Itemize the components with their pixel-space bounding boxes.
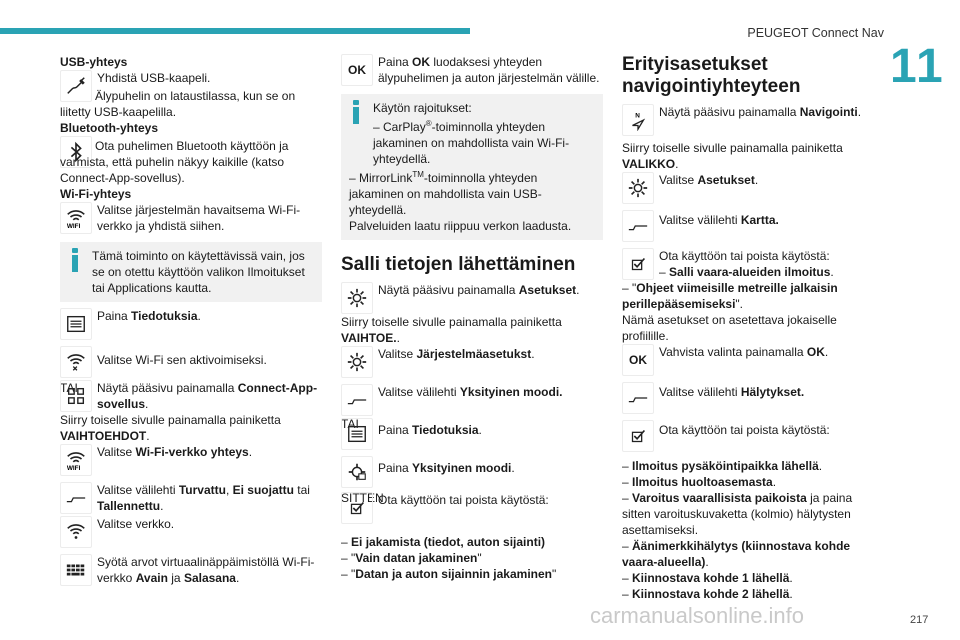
- step2-text: Valitse Wi-Fi sen aktivoimiseksi.: [97, 353, 267, 367]
- step8-text: Syötä arvot virtuaalinäppäimistöllä Wi-Fi-verkko Avain ja Salasana.: [97, 555, 315, 585]
- option-last-meters: – "Ohjeet viimeisille metreille jalkaisin perillepääsemiseksi".: [622, 281, 838, 311]
- bluetooth-title: Bluetooth-yhteys: [60, 121, 159, 135]
- t1-text: Näytä pääsivu painamalla Asetukset.: [378, 283, 580, 297]
- navigation-icon: [622, 104, 654, 136]
- step-toggle-alerts: [622, 420, 872, 452]
- alert-danger: – Varoitus vaarallisista paikoista ja paina sitten varoituskuvaketta (kolmio) hälytysten asettamiseksi.: [622, 491, 853, 537]
- u6-text: Nämä asetukset on asetettava jokaiselle profiilille.: [622, 313, 837, 343]
- u8-text: Valitse välilehti Hälytykset.: [659, 385, 805, 399]
- step3-text: Näytä pääsivu painamalla Connect-App-sovellus.: [97, 381, 318, 411]
- checkbox-icon: [341, 492, 373, 524]
- option-danger-zone: – Salli vaara-alueiden ilmoitus.: [659, 265, 834, 279]
- tab-icon: [341, 384, 373, 416]
- step5-text: Valitse Wi-Fi-verkko yhteys.: [97, 445, 253, 459]
- step-private-tab: [341, 384, 603, 416]
- usb-cable-icon: [60, 70, 92, 102]
- system-settings-icon: [341, 346, 373, 378]
- ok-step: [341, 54, 603, 86]
- step-connect-app: [60, 380, 322, 412]
- t3-text: Valitse Järjestelmäasetukst.: [378, 347, 535, 361]
- apps-grid-icon: [60, 380, 92, 412]
- u3-text: Valitse Asetukset.: [659, 173, 759, 187]
- wifi-select-icon: [60, 516, 92, 548]
- step-confirm-ok: [622, 344, 872, 376]
- wifi-text: Valitse järjestelmän havaitsema Wi-Fi-verkko ja yhdistä siihen.: [97, 203, 301, 233]
- alert-poi2: – Kiinnostava kohde 2 lähellä.: [622, 587, 793, 601]
- step7-text: Valitse verkko.: [97, 517, 175, 531]
- t5-text: Paina Tiedotuksia.: [378, 423, 482, 437]
- t2-text: Siirry toiselle sivulle painamalla painiketta VAIHTOE..: [341, 315, 562, 345]
- step-notifications-2: [341, 418, 603, 450]
- wifi-off-icon: [60, 346, 92, 378]
- column-1: [60, 54, 322, 586]
- t6-text: Paina Yksityinen moodi.: [378, 461, 515, 475]
- step-map-tab: [622, 210, 872, 242]
- svg-text:N: N: [635, 112, 640, 120]
- wifi-step: [60, 202, 322, 234]
- ok-button-icon: OK: [622, 344, 654, 376]
- u4-text: Valitse välilehti Kartta.: [659, 213, 779, 227]
- info-icon: [351, 100, 361, 124]
- checkbox-icon: [622, 420, 654, 452]
- alert-sound: – Äänimerkkihälytys (kiinnostava kohde vaara-alueella).: [622, 539, 851, 569]
- step-navigation: [622, 104, 872, 136]
- usb-step2: Älypuhelin on lataustilassa, kun se on liitetty USB-kaapelilla.: [60, 89, 296, 119]
- alert-poi1: – Kiinnostava kohde 1 lähellä.: [622, 571, 793, 585]
- step-toggle-map: [622, 248, 872, 280]
- info-icon: [70, 248, 80, 272]
- chapter-number: 11: [890, 40, 945, 93]
- step1-text: Paina Tiedotuksia.: [97, 309, 201, 323]
- info-limit-carplay: – CarPlay®-toiminnolla yhteyden jakaminen on mahdollista vain Wi-Fi-yhteydellä.: [373, 119, 570, 166]
- step-wifi-network: [60, 444, 322, 476]
- tab-icon: [622, 210, 654, 242]
- step-tab-select: [60, 482, 322, 514]
- option-data-only: – "Vain datan jakaminen": [341, 551, 482, 565]
- info-limit-mirrorlink: – MirrorLink™-toiminnolla yhteyden jakaminen on mahdollista vain USB-yhteydellä.: [349, 170, 542, 217]
- settings-gear-icon: [622, 172, 654, 204]
- u7-text: Vahvista valinta painamalla OK.: [659, 345, 829, 359]
- option-no-sharing: – Ei jakamista (tiedot, auton sijainti): [341, 535, 546, 549]
- ok-button-icon: OK: [341, 54, 373, 86]
- info-box-notifications: [60, 242, 322, 302]
- then-label: SITTEN: [341, 491, 384, 505]
- step4-text: Siirry toiselle sivulle painamalla painiketta VAIHTOEHDOT.: [60, 413, 281, 443]
- step-private-mode: [341, 456, 603, 488]
- step-alerts-tab: [622, 382, 872, 414]
- section-heading-navigation: Erityisasetukset navigointiyhteyteen: [622, 54, 801, 97]
- watermark-text: carmanualsonline.info: [590, 603, 805, 628]
- t7-text: Ota käyttöön tai poista käytöstä:: [378, 493, 549, 507]
- usb-title: USB-yhteys: [60, 55, 128, 69]
- step-wifi-activate: [60, 346, 322, 378]
- header-accent-bar: [0, 28, 470, 34]
- usb-step1: Yhdistä USB-kaapeli.: [97, 71, 211, 85]
- step-nav-settings: [622, 172, 872, 204]
- bluetooth-text: Ota puhelimen Bluetooth käyttöön ja varmista, että puhelin näkyy kaikille (katso Connect-App-sovellus).: [60, 139, 289, 185]
- or-label: TAI: [60, 381, 78, 395]
- step-notifications: [60, 308, 322, 340]
- section-heading-data-sharing: Salli tietojen lähettäminen: [341, 254, 576, 275]
- info-box-limitations: [341, 94, 603, 240]
- step6-text: Valitse välilehti Turvattu, Ei suojattu tai Tallennettu.: [97, 483, 310, 513]
- or-label-2: TAI: [341, 417, 359, 431]
- tab-icon: [60, 482, 92, 514]
- option-data-location: – "Datan ja auton sijainnin jakaminen": [341, 567, 557, 581]
- ok-step-text: Paina OK luodaksesi yhteyden älypuhelimen ja auton järjestelmän välille.: [378, 55, 600, 85]
- wifi-icon: [60, 202, 92, 234]
- info-text: Tämä toiminto on käytettävissä vain, jos se on otettu käyttöön valikon Ilmoitukset tai Applications kautta.: [92, 249, 305, 295]
- checkbox-icon: [622, 248, 654, 280]
- page-header-title: PEUGEOT Connect Nav: [747, 26, 884, 40]
- alert-fuel: – Ilmoitus huoltoasemasta.: [622, 475, 777, 489]
- keyboard-icon: [60, 554, 92, 586]
- svg-text:WIFI: WIFI: [66, 465, 81, 471]
- info-limit-title: Käytön rajoitukset:: [373, 101, 472, 115]
- step-toggle: [341, 492, 603, 524]
- step-system-settings: [341, 346, 603, 378]
- info-limit-quality: Palveluiden laatu riippuu verkon laadusta.: [349, 219, 572, 233]
- tab-icon: [622, 382, 654, 414]
- t4-text: Valitse välilehti Yksityinen moodi.: [378, 385, 563, 399]
- u5-text: Ota käyttöön tai poista käytöstä:: [659, 249, 830, 263]
- notifications-icon: [60, 308, 92, 340]
- settings-gear-icon: [341, 282, 373, 314]
- u1-text: Näytä pääsivu painamalla Navigointi.: [659, 105, 862, 119]
- step-keyboard: [60, 554, 322, 586]
- column-3: [622, 54, 872, 602]
- page-number: 217: [910, 614, 929, 626]
- wifi-network-icon: [60, 444, 92, 476]
- step-select-network: [60, 516, 322, 548]
- column-2: [341, 54, 603, 582]
- private-mode-icon: [341, 456, 373, 488]
- alert-parking: – Ilmoitus pysäköintipaikka lähellä.: [622, 459, 823, 473]
- u9-text: Ota käyttöön tai poista käytöstä:: [659, 423, 830, 437]
- notifications-icon: [341, 418, 373, 450]
- step-settings: [341, 282, 603, 314]
- wifi-title: Wi-Fi-yhteys: [60, 187, 132, 201]
- svg-text:WIFI: WIFI: [66, 223, 81, 229]
- u2-text: Siirry toiselle sivulle painamalla painiketta VALIKKO.: [622, 141, 843, 171]
